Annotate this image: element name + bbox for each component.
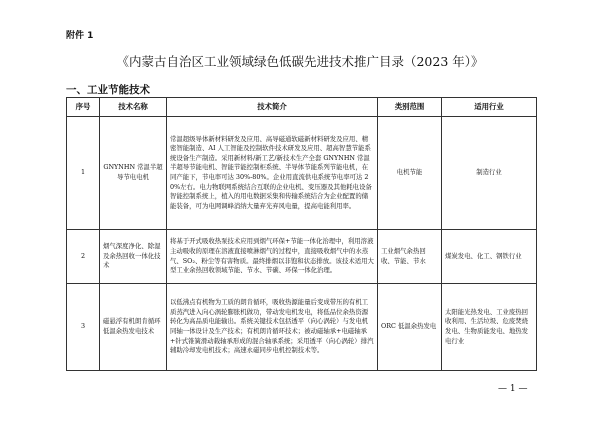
cell-industry: 煤炭发电、化工、钢铁行业	[442, 230, 537, 284]
header-no: 序号	[67, 98, 100, 117]
table-row	[67, 117, 537, 230]
attachment-label: 附件 1	[66, 31, 94, 41]
cell-name: GNYNHN 常温半超导节电电机	[100, 117, 167, 230]
header-category: 类别范围	[378, 98, 442, 117]
cell-category: 工业烟气余热回收、节能、节水	[378, 230, 442, 284]
cell-no: 2	[67, 230, 100, 284]
page-number: — 1 —	[498, 384, 528, 394]
cell-category: ORC 低温余热发电	[378, 284, 442, 371]
cell-name: 烟气深度净化、除湿及余热回收一体化技术	[100, 230, 167, 284]
technology-catalog-table	[66, 97, 537, 371]
header-intro: 技术简介	[167, 98, 378, 117]
cell-category: 电机节能	[378, 117, 442, 230]
cell-no: 1	[67, 117, 100, 230]
cell-no: 3	[67, 284, 100, 371]
table-header-row	[67, 98, 537, 117]
document-title: 《内蒙古自治区工业领域绿色低碳先进技术推广目录（2023 年）》	[116, 54, 484, 69]
table-row	[67, 284, 537, 371]
cell-intro: 常温超级导体新材料研发及应用、高导磁通软磁新材料研发及应用、精密智能制造、AI 人工智能及控制软件技术研发及应用、超高智慧节能系统设备生产制造。采用新材料/新工艺/新技术生产全套 GNYNHN 常温半超导节能电机、智能节能控制柜系统、半导体节能系列节能电机，在同产能下，节电率可达 30%-80%。企业用直流供电系统节电率可达 20%左右。电力物联网系统结合互联的企业电机、变压器及其他耗电设备智能控制系统上，植入的用电数据采集和传输系统结合为企业配置的储能装备，可为电网调峰消纳大量弃光弃风电量，提高电能利用率。	[167, 117, 378, 230]
table-row	[67, 230, 537, 284]
cell-name: 磁悬浮有机朗肯循环低温余热发电技术	[100, 284, 167, 371]
cell-industry: 太阳能光热发电、工业废热回收利用、生活垃圾、危废焚烧发电、生物质能发电、地热发电行业	[442, 284, 537, 371]
cell-intro: 将基于开式吸收热泵技术应用到烟气环保+节能一体化治理中，利用溶液主动吸收的原理在溶液直接喷淋烟气的过程中，直接吸收烟气中的水蒸气、SO₂、粉尘等有害物质。最终排烟以非饱和状态排放。该技术适用大型工业余热回收领域节能、节水、节碳、环保一体化治理。	[167, 230, 378, 284]
cell-intro: 以低沸点有机物为工质的朗肯循环，吸收热源能量后变成带压的有机工质蒸汽进入向心涡轮膨胀机做功，带动发电机发电，将低品位余热资源转化为高品质电能输出。系统关键技术包括透平（向心涡轮）与发电机同轴一体设计及生产技术；有机朗肯循环技术；被动磁轴承+电磁轴承+针式锥簧滑动载轴承形成的混合轴承系统；采用透平（向心涡轮）排汽辅助冷却发电机技术；高速永磁同步电机控制技术等。	[167, 284, 378, 371]
header-industry: 适用行业	[442, 98, 537, 117]
header-name: 技术名称	[100, 98, 167, 117]
cell-industry: 制造行业	[442, 117, 537, 230]
section-heading: 一、工业节能技术	[66, 84, 150, 96]
